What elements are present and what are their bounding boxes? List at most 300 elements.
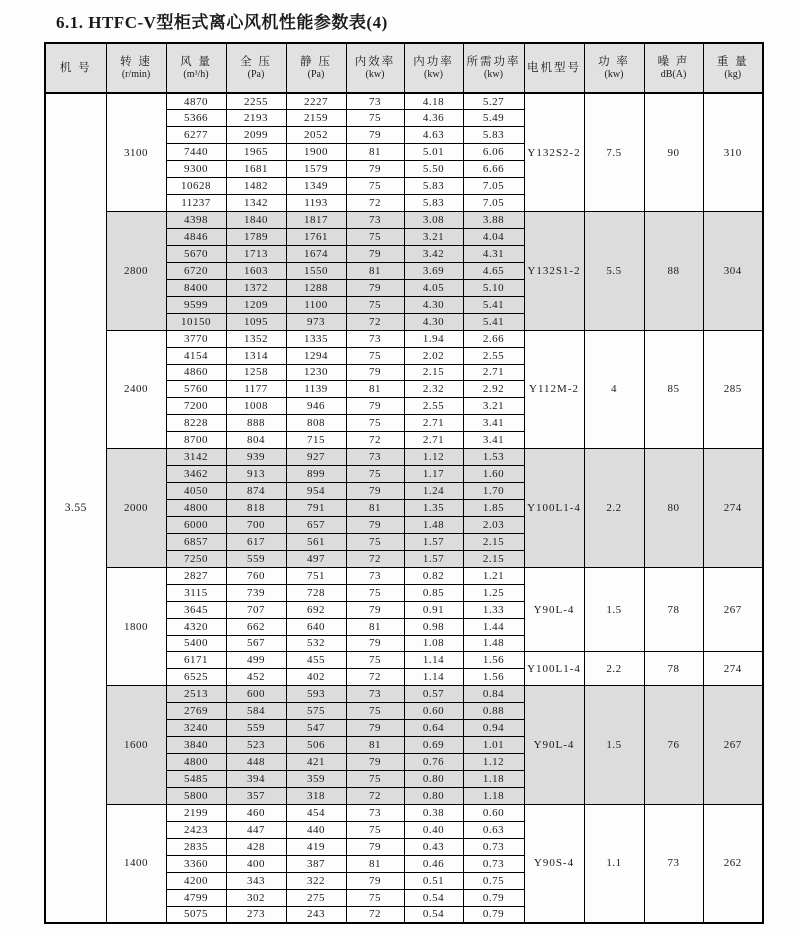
- efficiency-cell: 73: [346, 212, 404, 229]
- weight-cell: 267: [703, 567, 763, 652]
- efficiency-cell: 73: [346, 686, 404, 703]
- total-pressure-cell: 302: [226, 889, 286, 906]
- noise-cell: 76: [644, 686, 703, 805]
- total-pressure-cell: 460: [226, 804, 286, 821]
- required-power-cell: 5.83: [463, 127, 524, 144]
- required-power-cell: 5.41: [463, 313, 524, 330]
- airflow-cell: 7440: [166, 144, 226, 161]
- total-pressure-cell: 874: [226, 483, 286, 500]
- required-power-cell: 5.41: [463, 296, 524, 313]
- efficiency-cell: 75: [346, 229, 404, 246]
- internal-power-cell: 3.08: [404, 212, 463, 229]
- static-pressure-cell: 243: [286, 906, 346, 923]
- static-pressure-cell: 728: [286, 584, 346, 601]
- efficiency-cell: 75: [346, 296, 404, 313]
- efficiency-cell: 75: [346, 889, 404, 906]
- required-power-cell: 1.85: [463, 500, 524, 517]
- efficiency-cell: 81: [346, 855, 404, 872]
- required-power-cell: 1.56: [463, 652, 524, 669]
- internal-power-cell: 0.80: [404, 771, 463, 788]
- static-pressure-cell: 927: [286, 449, 346, 466]
- total-pressure-cell: 452: [226, 669, 286, 686]
- required-power-cell: 1.33: [463, 601, 524, 618]
- airflow-cell: 8400: [166, 279, 226, 296]
- total-pressure-cell: 600: [226, 686, 286, 703]
- required-power-cell: 2.15: [463, 550, 524, 567]
- total-pressure-cell: 394: [226, 771, 286, 788]
- airflow-cell: 11237: [166, 195, 226, 212]
- airflow-cell: 6720: [166, 262, 226, 279]
- required-power-cell: 1.60: [463, 466, 524, 483]
- efficiency-cell: 72: [346, 669, 404, 686]
- header-label: 内效率: [354, 55, 396, 68]
- static-pressure-cell: 575: [286, 703, 346, 720]
- static-pressure-cell: 899: [286, 466, 346, 483]
- static-pressure-cell: 791: [286, 500, 346, 517]
- airflow-cell: 5485: [166, 771, 226, 788]
- internal-power-cell: 1.48: [404, 516, 463, 533]
- static-pressure-cell: 532: [286, 635, 346, 652]
- internal-power-cell: 1.17: [404, 466, 463, 483]
- required-power-cell: 2.66: [463, 330, 524, 347]
- required-power-cell: 1.25: [463, 584, 524, 601]
- header-label: 内功率: [413, 55, 454, 68]
- internal-power-cell: 2.32: [404, 381, 463, 398]
- airflow-cell: 10150: [166, 313, 226, 330]
- required-power-cell: 0.88: [463, 703, 524, 720]
- header-unit: (r/min): [121, 69, 151, 81]
- static-pressure-cell: 946: [286, 398, 346, 415]
- internal-power-cell: 1.14: [404, 652, 463, 669]
- static-pressure-cell: 440: [286, 821, 346, 838]
- total-pressure-cell: 2255: [226, 93, 286, 110]
- internal-power-cell: 2.15: [404, 364, 463, 381]
- total-pressure-cell: 939: [226, 449, 286, 466]
- internal-power-cell: 0.80: [404, 787, 463, 804]
- total-pressure-cell: 2099: [226, 127, 286, 144]
- required-power-cell: 2.15: [463, 533, 524, 550]
- static-pressure-cell: 1100: [286, 296, 346, 313]
- internal-power-cell: 2.71: [404, 432, 463, 449]
- efficiency-cell: 79: [346, 483, 404, 500]
- total-pressure-cell: 662: [226, 618, 286, 635]
- static-pressure-cell: 1230: [286, 364, 346, 381]
- efficiency-cell: 75: [346, 415, 404, 432]
- header-label: 噪 声: [657, 55, 690, 68]
- efficiency-cell: 79: [346, 754, 404, 771]
- weight-cell: 262: [703, 804, 763, 923]
- static-pressure-cell: 1674: [286, 245, 346, 262]
- table-row: [45, 567, 763, 584]
- motor-power-cell: 1.5: [584, 686, 644, 805]
- static-pressure-cell: 715: [286, 432, 346, 449]
- weight-cell: 274: [703, 652, 763, 686]
- noise-cell: 88: [644, 212, 703, 331]
- airflow-cell: 3840: [166, 737, 226, 754]
- airflow-cell: 6525: [166, 669, 226, 686]
- static-pressure-cell: 318: [286, 787, 346, 804]
- efficiency-cell: 81: [346, 737, 404, 754]
- static-pressure-cell: 973: [286, 313, 346, 330]
- airflow-cell: 9300: [166, 161, 226, 178]
- required-power-cell: 0.79: [463, 906, 524, 923]
- static-pressure-cell: 1349: [286, 178, 346, 195]
- airflow-cell: 2513: [166, 686, 226, 703]
- total-pressure-cell: 1372: [226, 279, 286, 296]
- static-pressure-cell: 1335: [286, 330, 346, 347]
- efficiency-cell: 79: [346, 364, 404, 381]
- total-pressure-cell: 523: [226, 737, 286, 754]
- speed-cell: 1400: [106, 804, 166, 923]
- internal-power-cell: 4.30: [404, 313, 463, 330]
- internal-power-cell: 3.42: [404, 245, 463, 262]
- col-header-efficiency: [346, 43, 404, 93]
- col-header-total-pressure: [226, 43, 286, 93]
- static-pressure-cell: 1294: [286, 347, 346, 364]
- airflow-cell: 3142: [166, 449, 226, 466]
- static-pressure-cell: 547: [286, 720, 346, 737]
- total-pressure-cell: 1095: [226, 313, 286, 330]
- fan-table-body: [45, 93, 763, 923]
- airflow-cell: 6000: [166, 516, 226, 533]
- header-label: 所需功率: [466, 55, 521, 68]
- airflow-cell: 2423: [166, 821, 226, 838]
- static-pressure-cell: 1139: [286, 381, 346, 398]
- speed-cell: 1800: [106, 567, 166, 686]
- total-pressure-cell: 400: [226, 855, 286, 872]
- motor-model-cell: Y90L-4: [524, 686, 584, 805]
- static-pressure-cell: 692: [286, 601, 346, 618]
- internal-power-cell: 0.76: [404, 754, 463, 771]
- efficiency-cell: 79: [346, 161, 404, 178]
- efficiency-cell: 81: [346, 262, 404, 279]
- total-pressure-cell: 559: [226, 720, 286, 737]
- noise-cell: 85: [644, 330, 703, 449]
- required-power-cell: 1.48: [463, 635, 524, 652]
- airflow-cell: 10628: [166, 178, 226, 195]
- internal-power-cell: 0.43: [404, 838, 463, 855]
- airflow-cell: 8228: [166, 415, 226, 432]
- static-pressure-cell: 497: [286, 550, 346, 567]
- static-pressure-cell: 751: [286, 567, 346, 584]
- efficiency-cell: 72: [346, 906, 404, 923]
- noise-cell: 90: [644, 93, 703, 212]
- efficiency-cell: 75: [346, 703, 404, 720]
- airflow-cell: 3240: [166, 720, 226, 737]
- header-unit: (Pa): [247, 69, 265, 81]
- header-label: 全 压: [240, 55, 272, 68]
- efficiency-cell: 73: [346, 804, 404, 821]
- static-pressure-cell: 1288: [286, 279, 346, 296]
- airflow-cell: 2835: [166, 838, 226, 855]
- col-header-speed: [106, 43, 166, 93]
- required-power-cell: 0.84: [463, 686, 524, 703]
- airflow-cell: 5075: [166, 906, 226, 923]
- airflow-cell: 6171: [166, 652, 226, 669]
- total-pressure-cell: 1209: [226, 296, 286, 313]
- col-header-airflow: [166, 43, 226, 93]
- header-unit: (kw): [484, 69, 503, 81]
- header-unit: (kw): [424, 69, 443, 81]
- efficiency-cell: 72: [346, 432, 404, 449]
- static-pressure-cell: 1579: [286, 161, 346, 178]
- efficiency-cell: 79: [346, 601, 404, 618]
- airflow-cell: 3645: [166, 601, 226, 618]
- motor-power-cell: 1.1: [584, 804, 644, 923]
- internal-power-cell: 5.50: [404, 161, 463, 178]
- noise-cell: 78: [644, 652, 703, 686]
- required-power-cell: 0.63: [463, 821, 524, 838]
- internal-power-cell: 1.57: [404, 533, 463, 550]
- internal-power-cell: 0.54: [404, 906, 463, 923]
- static-pressure-cell: 387: [286, 855, 346, 872]
- header-label: 机 号: [59, 61, 92, 74]
- efficiency-cell: 79: [346, 245, 404, 262]
- required-power-cell: 7.05: [463, 178, 524, 195]
- efficiency-cell: 73: [346, 449, 404, 466]
- airflow-cell: 2769: [166, 703, 226, 720]
- static-pressure-cell: 419: [286, 838, 346, 855]
- required-power-cell: 4.65: [463, 262, 524, 279]
- internal-power-cell: 5.83: [404, 178, 463, 195]
- static-pressure-cell: 421: [286, 754, 346, 771]
- airflow-cell: 3360: [166, 855, 226, 872]
- col-header-machine-no: [45, 43, 106, 93]
- total-pressure-cell: 447: [226, 821, 286, 838]
- header-label: 重 量: [716, 55, 749, 68]
- motor-power-cell: 7.5: [584, 93, 644, 212]
- required-power-cell: 1.18: [463, 787, 524, 804]
- static-pressure-cell: 1193: [286, 195, 346, 212]
- required-power-cell: 1.12: [463, 754, 524, 771]
- weight-cell: 274: [703, 449, 763, 568]
- col-header-motor-model: [524, 43, 584, 93]
- static-pressure-cell: 275: [286, 889, 346, 906]
- speed-cell: 3100: [106, 93, 166, 212]
- required-power-cell: 0.75: [463, 872, 524, 889]
- page-title: 6.1. HTFC-V型柜式离心风机性能参数表(4): [56, 13, 388, 32]
- weight-cell: 267: [703, 686, 763, 805]
- motor-model-cell: Y112M-2: [524, 330, 584, 449]
- required-power-cell: 1.21: [463, 567, 524, 584]
- table-row: [45, 449, 763, 466]
- total-pressure-cell: 1177: [226, 381, 286, 398]
- required-power-cell: 0.79: [463, 889, 524, 906]
- static-pressure-cell: 593: [286, 686, 346, 703]
- static-pressure-cell: 2052: [286, 127, 346, 144]
- internal-power-cell: 4.18: [404, 93, 463, 110]
- motor-power-cell: 1.5: [584, 567, 644, 652]
- total-pressure-cell: 1681: [226, 161, 286, 178]
- noise-cell: 73: [644, 804, 703, 923]
- efficiency-cell: 72: [346, 195, 404, 212]
- internal-power-cell: 0.51: [404, 872, 463, 889]
- static-pressure-cell: 322: [286, 872, 346, 889]
- total-pressure-cell: 1713: [226, 245, 286, 262]
- efficiency-cell: 79: [346, 838, 404, 855]
- internal-power-cell: 1.57: [404, 550, 463, 567]
- internal-power-cell: 1.14: [404, 669, 463, 686]
- speed-cell: 1600: [106, 686, 166, 805]
- total-pressure-cell: 1258: [226, 364, 286, 381]
- required-power-cell: 1.53: [463, 449, 524, 466]
- total-pressure-cell: 1008: [226, 398, 286, 415]
- efficiency-cell: 79: [346, 516, 404, 533]
- table-row: [45, 212, 763, 229]
- airflow-cell: 4860: [166, 364, 226, 381]
- total-pressure-cell: 273: [226, 906, 286, 923]
- required-power-cell: 1.70: [463, 483, 524, 500]
- efficiency-cell: 75: [346, 178, 404, 195]
- efficiency-cell: 75: [346, 110, 404, 127]
- airflow-cell: 4800: [166, 754, 226, 771]
- airflow-cell: 5670: [166, 245, 226, 262]
- airflow-cell: 4200: [166, 872, 226, 889]
- efficiency-cell: 79: [346, 279, 404, 296]
- required-power-cell: 3.88: [463, 212, 524, 229]
- internal-power-cell: 0.54: [404, 889, 463, 906]
- efficiency-cell: 81: [346, 144, 404, 161]
- required-power-cell: 4.04: [463, 229, 524, 246]
- static-pressure-cell: 2227: [286, 93, 346, 110]
- motor-power-cell: 5.5: [584, 212, 644, 331]
- efficiency-cell: 79: [346, 127, 404, 144]
- required-power-cell: 0.94: [463, 720, 524, 737]
- required-power-cell: 0.73: [463, 838, 524, 855]
- speed-cell: 2800: [106, 212, 166, 331]
- airflow-cell: 5760: [166, 381, 226, 398]
- required-power-cell: 5.49: [463, 110, 524, 127]
- total-pressure-cell: 707: [226, 601, 286, 618]
- col-header-noise: [644, 43, 703, 93]
- airflow-cell: 4320: [166, 618, 226, 635]
- total-pressure-cell: 1314: [226, 347, 286, 364]
- internal-power-cell: 3.69: [404, 262, 463, 279]
- internal-power-cell: 0.60: [404, 703, 463, 720]
- col-header-internal-power: [404, 43, 463, 93]
- motor-power-cell: 2.2: [584, 449, 644, 568]
- internal-power-cell: 1.12: [404, 449, 463, 466]
- internal-power-cell: 0.98: [404, 618, 463, 635]
- efficiency-cell: 75: [346, 347, 404, 364]
- efficiency-cell: 72: [346, 787, 404, 804]
- static-pressure-cell: 402: [286, 669, 346, 686]
- airflow-cell: 4154: [166, 347, 226, 364]
- required-power-cell: 2.92: [463, 381, 524, 398]
- motor-model-cell: Y90L-4: [524, 567, 584, 652]
- efficiency-cell: 79: [346, 635, 404, 652]
- total-pressure-cell: 584: [226, 703, 286, 720]
- internal-power-cell: 2.02: [404, 347, 463, 364]
- noise-cell: 80: [644, 449, 703, 568]
- internal-power-cell: 1.24: [404, 483, 463, 500]
- col-header-required-power: [463, 43, 524, 93]
- static-pressure-cell: 359: [286, 771, 346, 788]
- efficiency-cell: 73: [346, 567, 404, 584]
- efficiency-cell: 72: [346, 313, 404, 330]
- internal-power-cell: 5.83: [404, 195, 463, 212]
- total-pressure-cell: 888: [226, 415, 286, 432]
- efficiency-cell: 75: [346, 771, 404, 788]
- required-power-cell: 1.18: [463, 771, 524, 788]
- internal-power-cell: 2.71: [404, 415, 463, 432]
- static-pressure-cell: 454: [286, 804, 346, 821]
- internal-power-cell: 4.63: [404, 127, 463, 144]
- airflow-cell: 2199: [166, 804, 226, 821]
- total-pressure-cell: 913: [226, 466, 286, 483]
- internal-power-cell: 1.08: [404, 635, 463, 652]
- efficiency-cell: 75: [346, 584, 404, 601]
- total-pressure-cell: 804: [226, 432, 286, 449]
- efficiency-cell: 75: [346, 533, 404, 550]
- weight-cell: 310: [703, 93, 763, 212]
- required-power-cell: 2.55: [463, 347, 524, 364]
- internal-power-cell: 4.36: [404, 110, 463, 127]
- internal-power-cell: 1.35: [404, 500, 463, 517]
- efficiency-cell: 73: [346, 93, 404, 110]
- internal-power-cell: 0.40: [404, 821, 463, 838]
- total-pressure-cell: 739: [226, 584, 286, 601]
- static-pressure-cell: 1900: [286, 144, 346, 161]
- airflow-cell: 3462: [166, 466, 226, 483]
- efficiency-cell: 75: [346, 821, 404, 838]
- efficiency-cell: 79: [346, 398, 404, 415]
- efficiency-cell: 72: [346, 550, 404, 567]
- machine-no-cell: 3.55: [45, 93, 106, 923]
- required-power-cell: 1.56: [463, 669, 524, 686]
- airflow-cell: 4050: [166, 483, 226, 500]
- efficiency-cell: 79: [346, 720, 404, 737]
- internal-power-cell: 0.57: [404, 686, 463, 703]
- total-pressure-cell: 700: [226, 516, 286, 533]
- col-header-motor-power: [584, 43, 644, 93]
- motor-power-cell: 4: [584, 330, 644, 449]
- required-power-cell: 6.06: [463, 144, 524, 161]
- airflow-cell: 5800: [166, 787, 226, 804]
- required-power-cell: 4.31: [463, 245, 524, 262]
- total-pressure-cell: 1352: [226, 330, 286, 347]
- efficiency-cell: 81: [346, 381, 404, 398]
- table-row: [45, 330, 763, 347]
- total-pressure-cell: 818: [226, 500, 286, 517]
- efficiency-cell: 81: [346, 618, 404, 635]
- header-label: 功 率: [598, 55, 630, 68]
- airflow-cell: 4800: [166, 500, 226, 517]
- header-unit: (kg): [724, 69, 742, 81]
- airflow-cell: 7200: [166, 398, 226, 415]
- total-pressure-cell: 760: [226, 567, 286, 584]
- header-unit: (kw): [604, 69, 624, 81]
- total-pressure-cell: 499: [226, 652, 286, 669]
- internal-power-cell: 0.64: [404, 720, 463, 737]
- efficiency-cell: 75: [346, 466, 404, 483]
- total-pressure-cell: 343: [226, 872, 286, 889]
- efficiency-cell: 81: [346, 500, 404, 517]
- weight-cell: 304: [703, 212, 763, 331]
- internal-power-cell: 4.30: [404, 296, 463, 313]
- efficiency-cell: 73: [346, 330, 404, 347]
- required-power-cell: 3.21: [463, 398, 524, 415]
- airflow-cell: 3115: [166, 584, 226, 601]
- static-pressure-cell: 954: [286, 483, 346, 500]
- required-power-cell: 7.05: [463, 195, 524, 212]
- total-pressure-cell: 1342: [226, 195, 286, 212]
- static-pressure-cell: 1761: [286, 229, 346, 246]
- header-label: 转 速: [120, 55, 152, 68]
- table-row: [45, 686, 763, 703]
- col-header-weight: [703, 43, 763, 93]
- internal-power-cell: 0.85: [404, 584, 463, 601]
